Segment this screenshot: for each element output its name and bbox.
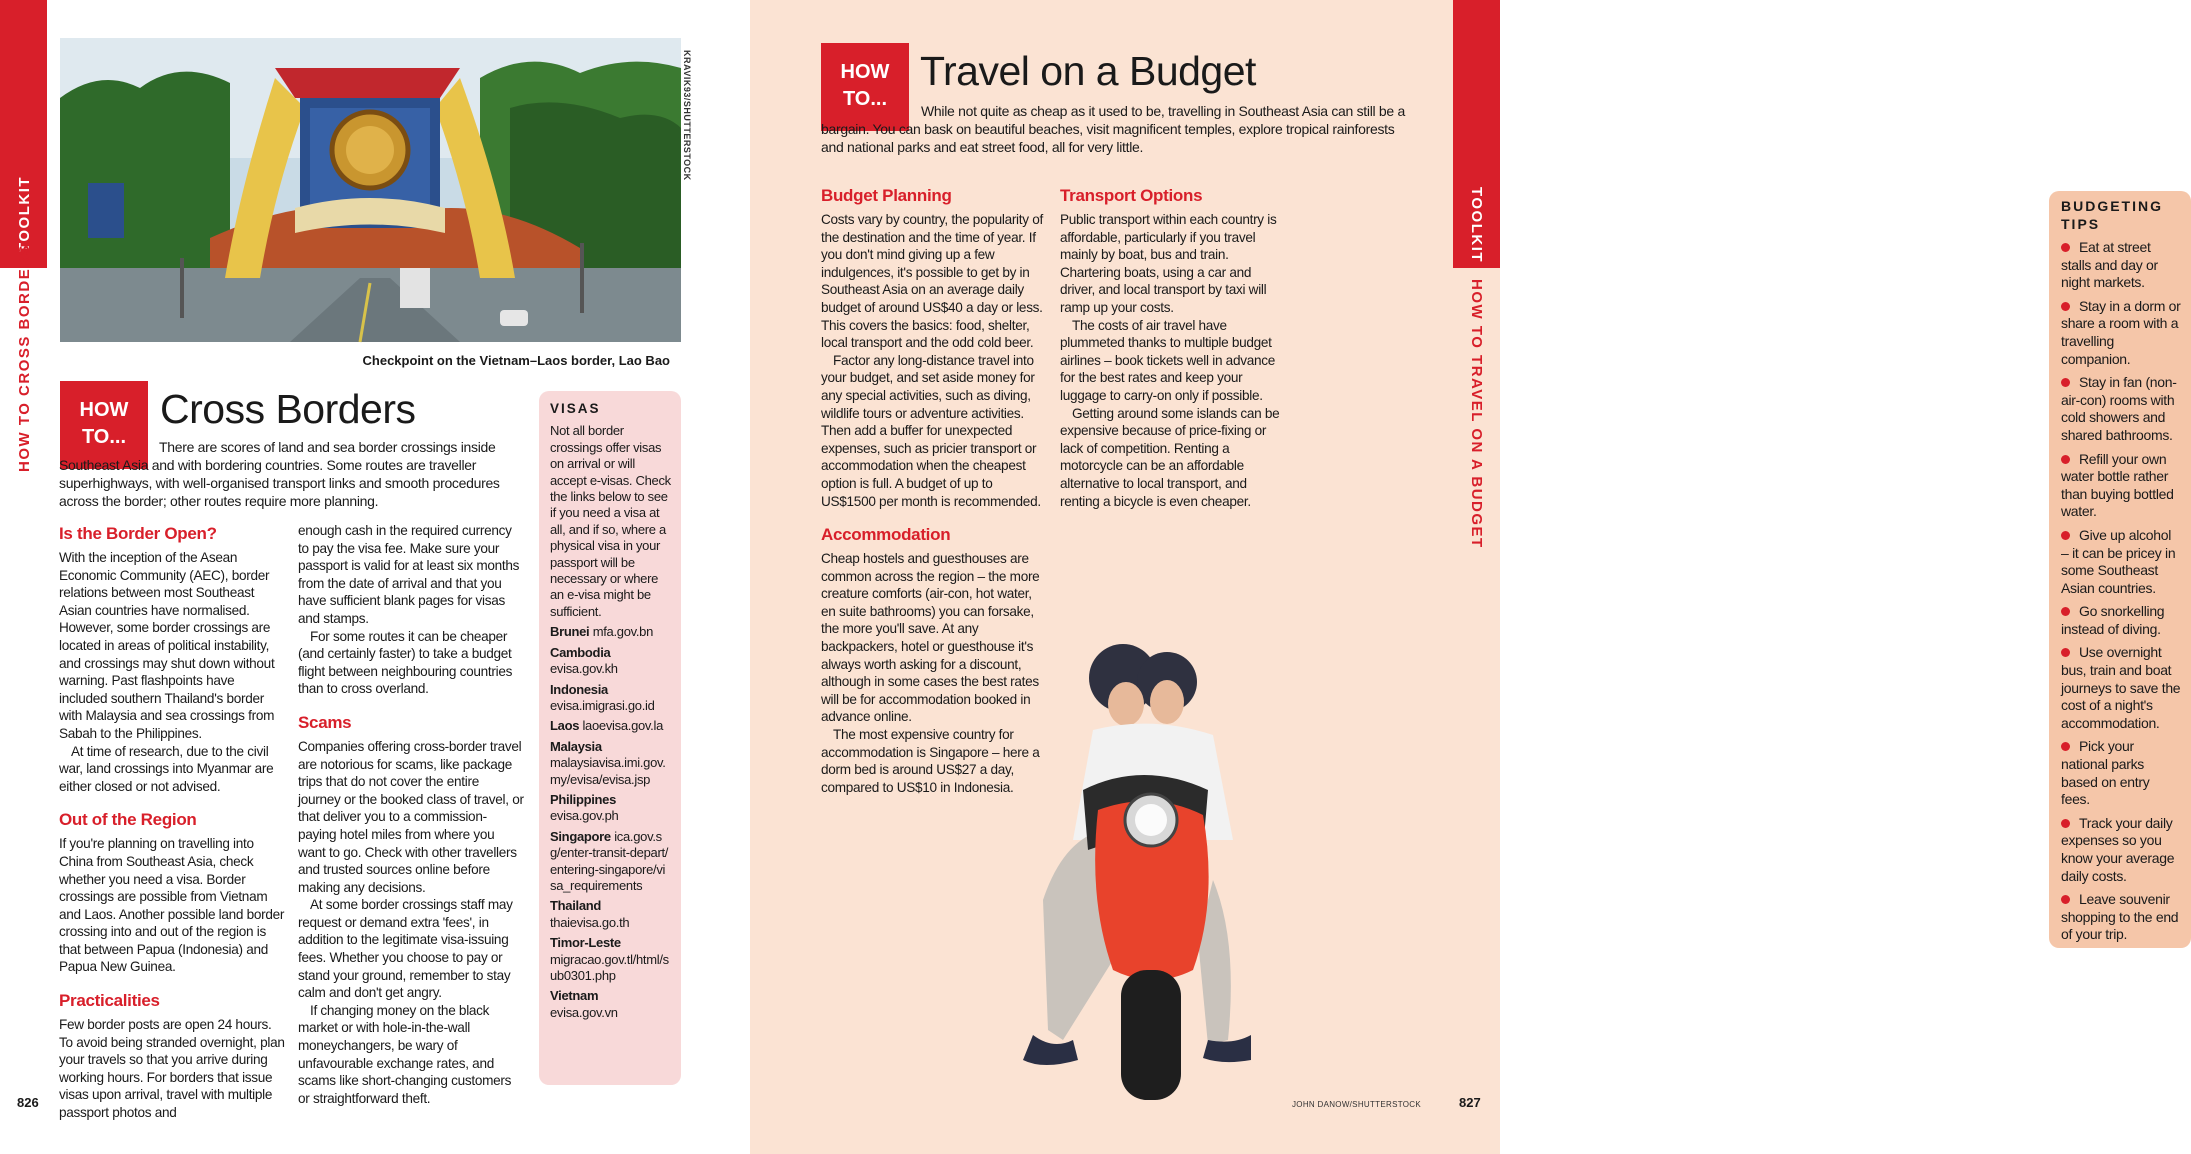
bullet-icon [2061,895,2070,904]
bullet-icon [2061,378,2070,387]
section-heading: Transport Options [1060,186,1203,205]
paragraph: Cheap hostels and guesthouses are common across the region – the more creature comforts (air-con, hot water, en suite bathrooms) you can forsake, the more you'll save. At any backpackers, hotel or guesthouse it's always worth asking for a discount, although in some cases the best rates will be for accommodation booked in advance online. [821,551,1040,725]
photo-caption: Checkpoint on the Vietnam–Laos border, Lao Bao [362,353,670,368]
tip-item: Eat at street stalls and day or night markets. [2061,239,2158,291]
visa-entry: Brunei mfa.gov.bn [550,624,654,640]
photo-credit: JOHN DANOW/SHUTTERSTOCK [1292,1100,1421,1109]
right-tab-chapter: HOW TO TRAVEL ON A BUDGET [1468,279,1485,549]
section-heading: Budget Planning [821,186,952,205]
paragraph: For some routes it can be cheaper (and certainly faster) to take a budget flight between neighbouring countries than to cross overland. [298,628,513,697]
paragraph: Costs vary by country, the popularity of the destination and the time of year. If you don't mind giving up a few indulgences, it's possible to get by in Southeast Asia on an average daily budget of around US$40 a day or less. This covers the basics: food, shelter, local transport and the odd cold beer. [821,212,1043,351]
tip-item: Go snorkelling instead of diving. [2061,603,2165,637]
visa-link[interactable]: thaievisa.go.th [550,914,630,930]
intro-paragraph: While not quite as cheap as it used to be, travelling in Southeast Asia can still be a bargain. You can bask on beautiful beaches, visit magnificent temples, explore tropical rainforests and national parks and eat street food, all for very little. [821,103,1405,155]
right-column-2 [1060,185,1280,510]
section-heading: Practicalities [59,991,160,1011]
bullet-icon [2061,455,2070,464]
tip-item: Use overnight bus, train and boat journeys to save the cost of a night's accommodation. [2061,644,2181,731]
section-heading: Accommodation [821,525,951,545]
paragraph: Companies offering cross-border travel are notorious for scams, like package trips that do not cover the entire journey or the booked class of travel, or that deliver you to a commission-paying hotel miles from where you want to go. Check with other travellers and trusted sources online before making any decisions. [298,738,524,895]
howto-line2: TO... [842,88,888,110]
visas-title: VISAS [550,401,601,416]
paragraph: Factor any long-distance travel into your budget, and set aside money for any special activities, such as diving, wildlife tours or adventure activities. Then add a buffer for unexpected expenses, such as pricier transport or accommodation when the cheapest option is full. A budget of up to US$1500 per month is recommended. [821,352,1041,509]
visa-entry: Timor-Leste migracao.gov.tl/html/sub0301.php [550,935,669,983]
border-checkpoint-photo [60,38,681,342]
bullet-icon [2061,243,2070,252]
visa-link[interactable]: evisa.gov.kh [550,661,618,677]
howto-line2: TO... [81,426,127,448]
visa-link[interactable]: malaysiavisa.imi.gov.my/evisa/evisa.jsp [550,755,666,787]
right-tab-section: TOOLKIT [1468,187,1485,264]
visa-entry: Cambodia evisa.gov.kh [550,644,618,677]
page-title: Cross Borders [160,386,416,432]
visa-link[interactable]: evisa.gov.vn [550,1004,618,1020]
paragraph: Few border posts are open 24 hours. To avoid being stranded overnight, plan your travels so that you arrive during working hours. For borders that issue visas upon arrival, travel with multiple passport photos and [59,1017,285,1121]
paragraph: At some border crossings staff may request or demand extra 'fees', in addition to the legitimate visa-issuing fees. Whether you choose to pay or stand your ground, remember to stay calm and don't get angry. [298,897,513,1001]
tips-title-line1: BUDGETING [2061,198,2163,214]
visa-entry: Malaysia malaysiavisa.imi.gov.my/evisa/evisa.jsp [550,738,666,787]
visa-entry: Vietnam evisa.gov.vn [550,988,618,1020]
section-heading: Scams [298,712,352,732]
tip-item: Refill your own water bottle rather than buying bottled water. [2061,450,2174,520]
visa-entry: Singapore ica.gov.sg/enter-transit-depart/entering-singapore/visa_requirements [550,828,669,893]
paragraph: If changing money on the black market or with hole-in-the-wall moneychangers, be wary of unfavourable exchange rates, and scams like short-changing customers or straightforward theft. [298,1002,512,1106]
left-page [0,0,750,1154]
tip-item: Leave souvenir shopping to the end of your trip. [2061,891,2179,943]
bullet-icon [2061,531,2070,540]
visa-link[interactable]: evisa.imigrasi.go.id [550,697,655,713]
tip-item: Pick your national parks based on entry fees. [2061,738,2150,808]
section-heading: Out of the Region [59,810,197,830]
paragraph: At time of research, due to the civil war, land crossings into Myanmar are either closed or not advised. [59,743,274,794]
left-chapter-tab [0,0,47,1154]
visa-entry: Thailand thaievisa.go.th [550,898,630,930]
paragraph: The costs of air travel have plummeted thanks to multiple budget airlines – book tickets well in advance for the best rates and keep your luggage to carry-on only if possible. [1060,317,1275,403]
left-column-1 [59,523,285,1122]
visa-entry: Indonesia evisa.imigrasi.go.id [550,681,655,713]
intro-text [59,438,525,510]
visas-sidebar [539,391,681,1085]
bullet-icon [2061,819,2070,828]
visa-link[interactable]: evisa.gov.ph [550,808,619,824]
photo-credit: KRAVIK93/SHUTTERSTOCK [682,50,692,181]
bullet-icon [2061,742,2070,751]
visa-link[interactable]: laoevisa.gov.la [582,718,664,734]
visa-entry: Philippines evisa.gov.ph [550,791,619,824]
visa-entry: Laos laoevisa.gov.la [550,718,664,734]
tip-item: Track your daily expenses so you know your average daily costs. [2061,814,2175,884]
visa-link[interactable]: migracao.gov.tl/html/sub0301.php [550,951,669,983]
left-column-2 [298,522,524,1107]
bullet-icon [2061,648,2070,657]
budgeting-tips-sidebar [2049,191,2191,948]
tip-item: Stay in fan (non-air-con) rooms with cold showers and shared bathrooms. [2061,374,2177,443]
howto-line1: HOW [840,61,890,83]
tips-title-line2: TIPS [2061,216,2101,232]
page-title: Travel on a Budget [920,48,1256,94]
paragraph: The most expensive country for accommodation is Singapore – here a dorm bed is around US$27 a day, compared to US$10 in Indonesia. [821,727,1040,795]
paragraph: enough cash in the required currency to pay the visa fee. Make sure your passport is valid for at least six months from the date of arrival and that you have sufficient blank pages for visas and stamps. [298,523,520,626]
scooter-riders-photo [1003,640,1253,1118]
intro-text [821,102,1411,156]
paragraph: Public transport within each country is affordable, particularly if you travel mainly by boat, bus and train. Chartering boats, using a car and driver, and local transport by taxi will ramp up your costs. [1060,212,1277,315]
visas-intro: Not all border crossings offer visas on arrival or will accept e-visas. Check the links below to see if you need a visa at all, and if so, where a physical visa in your passport will be necessary or where an e-visa might be sufficient. [550,423,671,619]
paragraph: If you're planning on travelling into China from Southeast Asia, check whether you need a visa. Border crossings are possible from Vietnam and Laos. Another possible land border crossing into and out of the region is that between Papua (Indonesia) and Papua New Guinea. [59,836,285,975]
intro-paragraph: There are scores of land and sea border crossings inside Southeast Asia and with bordering countries. Some routes are traveller superhighways, with well-organised transport links and smooth procedures across the border; other routes require more planning. [59,439,500,509]
bullet-icon [2061,302,2070,311]
tip-item: Give up alcohol – it can be pricey in some Southeast Asian countries. [2061,526,2176,596]
right-page [750,0,2181,1154]
section-heading: Is the Border Open? [59,524,217,543]
page-number-right: 827 [1459,1095,1481,1110]
howto-line1: HOW [79,399,129,421]
visa-link[interactable]: mfa.gov.bn [592,624,654,640]
left-tab-section: TOOLKIT [16,175,33,252]
paragraph: Getting around some islands can be expensive because of price-fixing or lack of competition. Renting a motorcycle can be an affordable alternative to local transport, and renting a bicycle is even cheaper. [1060,405,1280,509]
visa-link[interactable]: ica.gov.sg/enter-transit-depart/entering-singapore/visa_requirements [550,828,669,893]
left-tab-chapter: HOW TO CROSS BORDERS [16,243,33,472]
page-number-left: 826 [17,1095,39,1110]
paragraph: With the inception of the Asean Economic Community (AEC), border relations between most Southeast Asian countries have normalised. However, some border crossings are located in areas of political instability, and crossings may shut down without warning. Past flashpoints have included southern Thailand's border with Malaysia and sea crossings from Sabah to the Philippines. [59,550,275,741]
bullet-icon [2061,607,2070,616]
tips-title [2061,197,2181,233]
right-chapter-tab [1453,0,1500,1154]
tip-item: Stay in a dorm or share a room with a travelling companion. [2061,297,2181,367]
